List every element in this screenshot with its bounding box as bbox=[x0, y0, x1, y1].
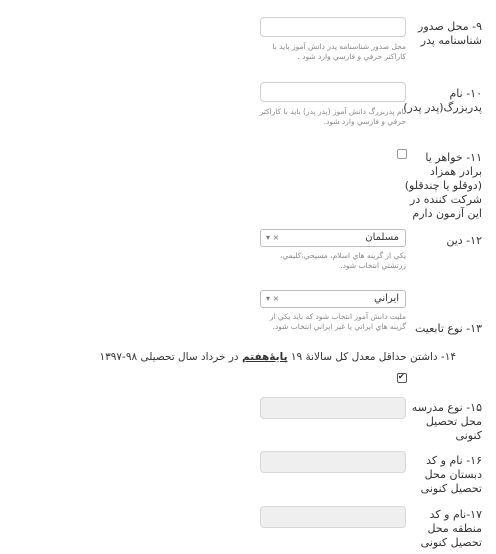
field-17-label: ۱۷-نام و کد منطقه محل تحصیل کنونی bbox=[420, 508, 482, 549]
field-12-controls-icon[interactable]: ▾ × bbox=[266, 233, 280, 242]
field-12-label: ۱۲- دین bbox=[446, 234, 482, 247]
field-14-label-pre: ۱۴- داشتن حداقل معدل کل سالانۀ ۱۹ bbox=[287, 351, 456, 363]
field-13-label: ۱۳- نوع تابعیت bbox=[415, 322, 482, 335]
field-12-select[interactable] bbox=[260, 229, 406, 247]
field-15-label: ۱۵- نوع مدرسه محل تحصیل کنونی bbox=[411, 401, 482, 442]
field-9-input[interactable] bbox=[260, 17, 406, 37]
field-10-help: نام پدربزرگ دانش آموز (پدر پدر) باید با کاراکتر حرفي و فارسي وارد شود. bbox=[259, 107, 406, 126]
field-13-value: ایراني bbox=[374, 293, 399, 304]
field-15-input[interactable] bbox=[260, 397, 406, 419]
field-11-label: ۱۱- خواهر یا برادر همزاد (دوقلو یا چندقلو) شرکت کننده در این آزمون دارم bbox=[404, 151, 482, 220]
field-10-label: ۱۰- نام پدربزرگ(پدر پدر) bbox=[403, 87, 482, 114]
field-12-help: يكي از گزینه هاي اسلام، مسیحي،کلیمي، زرتشتي انتخاب شود. bbox=[279, 251, 406, 270]
field-12-value: مسلمان bbox=[365, 232, 399, 243]
field-16-label: ۱۶- نام و کد دبستان محل تحصیل کنونی bbox=[420, 454, 482, 495]
field-14-label-underlined: پایۀهفتم bbox=[241, 351, 288, 363]
field-10-input[interactable] bbox=[260, 82, 406, 102]
field-14-label bbox=[99, 351, 456, 363]
field-17-input[interactable] bbox=[260, 506, 406, 528]
field-14-checkbox[interactable] bbox=[397, 373, 407, 383]
field-13-help: مليت دانش آموز انتخاب شود که باید يكي از گزینه هاي ایراني یا غیر ایراني انتخاب شود. bbox=[269, 312, 406, 331]
field-14-label-post: در خرداد سال تحصیلی ۹۸-۱۳۹۷ bbox=[99, 351, 242, 363]
field-11-checkbox[interactable] bbox=[397, 149, 407, 159]
field-16-input[interactable] bbox=[260, 451, 406, 473]
field-13-select[interactable] bbox=[260, 290, 406, 308]
field-9-help: محل صدور شناسنامه پدر دانش آموز باید با کاراکتر حرفي و فارسي وارد شود . bbox=[272, 42, 406, 61]
field-13-controls-icon[interactable]: ▾ × bbox=[266, 294, 280, 303]
field-9-label: ۹- محل صدور شناسنامه پدر bbox=[418, 20, 482, 47]
